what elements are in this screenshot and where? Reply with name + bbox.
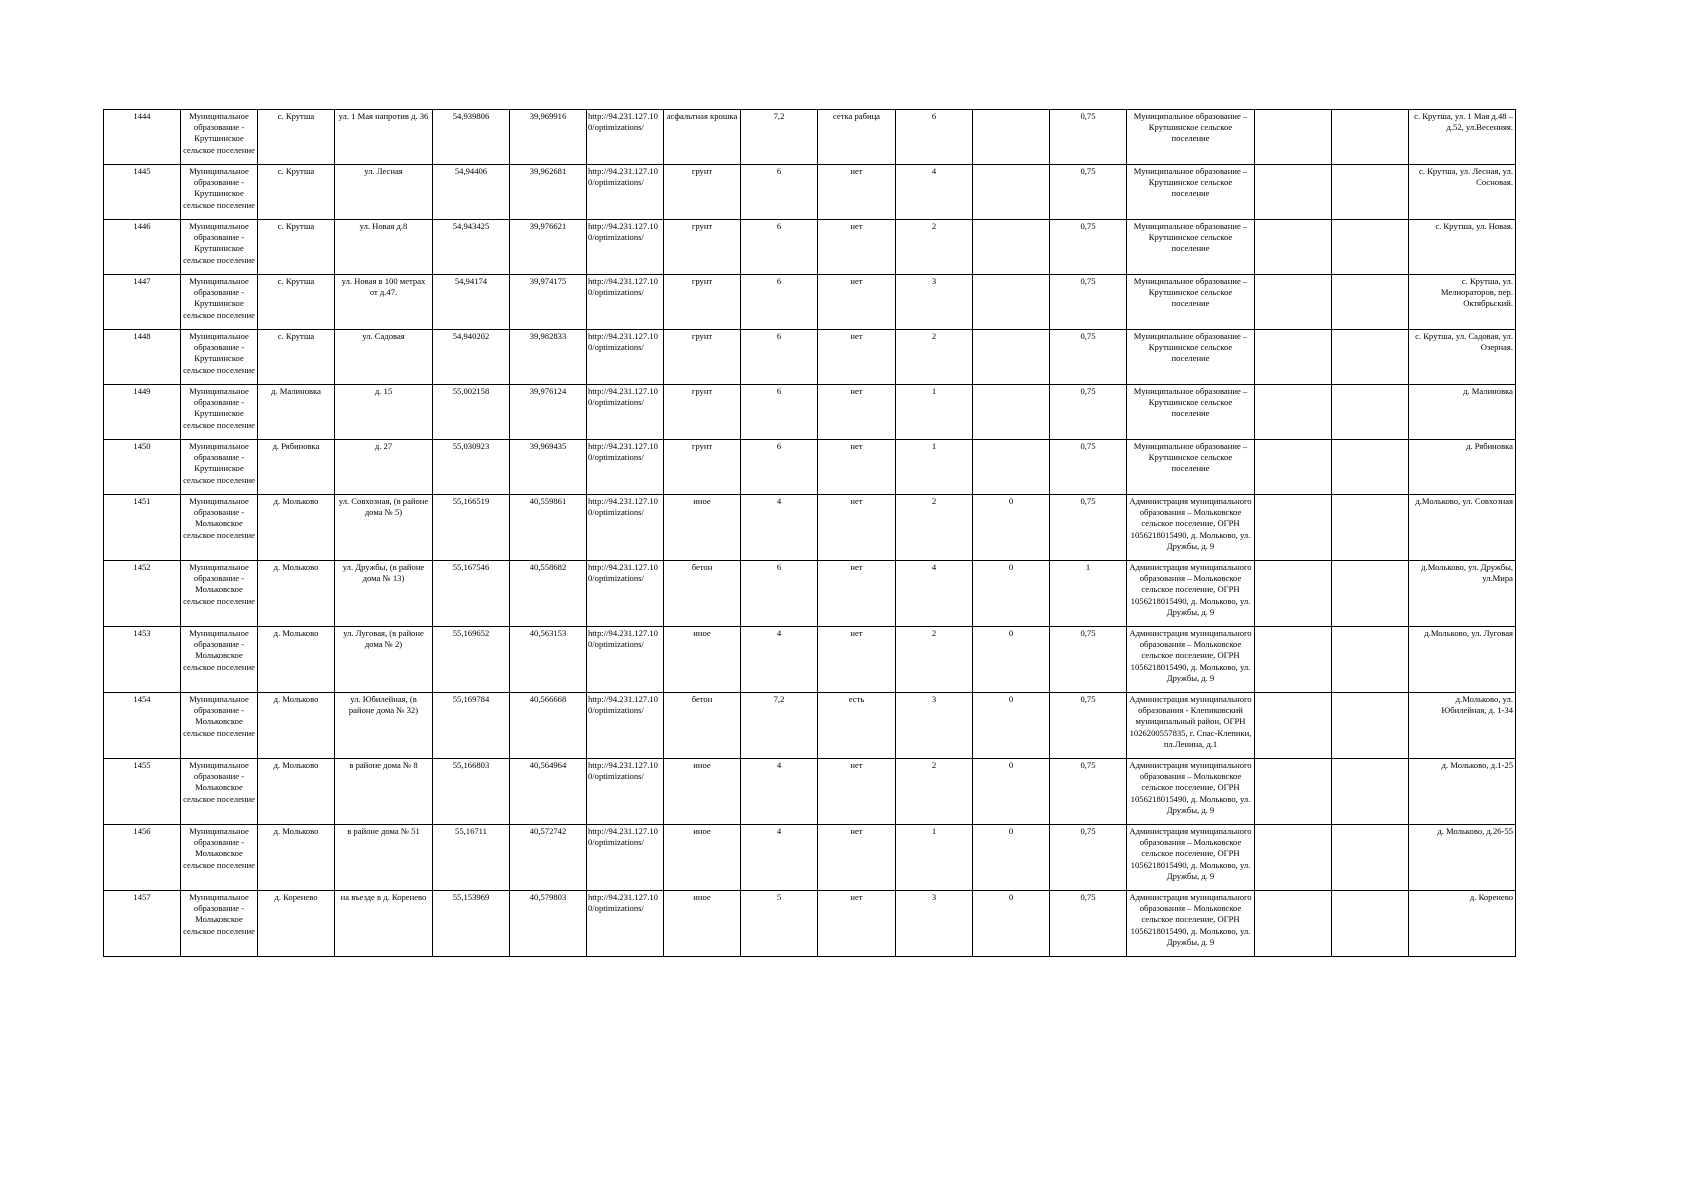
waste-sources-cell: д. Коренево xyxy=(1409,891,1516,957)
surface-cell: иное xyxy=(664,495,741,561)
row-number: 1453 xyxy=(104,627,181,693)
settlement-cell: с. Крутша xyxy=(258,165,335,220)
row-number: 1444 xyxy=(104,110,181,165)
settlement-cell: д. Мольково xyxy=(258,627,335,693)
surface-cell: грунт xyxy=(664,275,741,330)
settlement-cell: д. Мольково xyxy=(258,759,335,825)
empty-cell xyxy=(1255,440,1332,495)
container-count-cell: 2 xyxy=(896,627,973,693)
empty-cell xyxy=(1255,693,1332,759)
area-cell: 6 xyxy=(741,440,818,495)
address-cell: на въезде в д. Коренево xyxy=(335,891,433,957)
surface-cell: асфальтная крошка xyxy=(664,110,741,165)
area-cell: 4 xyxy=(741,825,818,891)
waste-sources-cell: с. Крутша, ул. 1 Мая д.48 – д.52, ул.Весенняя. xyxy=(1409,110,1516,165)
map-link-cell[interactable]: http://94.231.127.10 0/optimizations/ xyxy=(587,627,664,693)
waste-sources-cell: с. Крутша, ул. Новая. xyxy=(1409,220,1516,275)
surface-cell: грунт xyxy=(664,220,741,275)
surface-cell: иное xyxy=(664,759,741,825)
empty-cell xyxy=(1255,495,1332,561)
fence-cell: нет xyxy=(818,495,896,561)
owner-cell: Администрация муниципального образования - Клепиковский муниципальный район, ОГРН 1026200557835, г. Спас-Клепики, пл.Ленина, д.1 xyxy=(1127,693,1255,759)
latitude-cell: 55,153969 xyxy=(433,891,510,957)
map-link-cell[interactable]: http://94.231.127.10 0/optimizations/ xyxy=(587,495,664,561)
map-link-cell[interactable]: http://94.231.127.10 0/optimizations/ xyxy=(587,110,664,165)
row-number: 1457 xyxy=(104,891,181,957)
table-row xyxy=(104,825,1516,891)
longitude-cell: 40,559861 xyxy=(510,495,587,561)
area-cell: 7,2 xyxy=(741,693,818,759)
map-link-cell[interactable]: http://94.231.127.10 0/optimizations/ xyxy=(587,275,664,330)
table-row xyxy=(104,385,1516,440)
area-cell: 7,2 xyxy=(741,110,818,165)
waste-sources-cell: д.Мольково, ул. Юбилейная, д. 1-34 xyxy=(1409,693,1516,759)
owner-cell: Администрация муниципального образования – Мольковское сельское поселение, ОГРН 1056218015490, д. Мольково, ул. Дружбы, д. 9 xyxy=(1127,495,1255,561)
municipality-cell: Муниципальное образование - Крутшинское сельское поселение xyxy=(181,110,258,165)
container-count-cell: 1 xyxy=(896,385,973,440)
surface-cell: грунт xyxy=(664,165,741,220)
row-number: 1456 xyxy=(104,825,181,891)
address-cell: ул. Луговая, (в районе дома № 2) xyxy=(335,627,433,693)
area-cell: 4 xyxy=(741,495,818,561)
container-volume-cell: 0,75 xyxy=(1050,825,1127,891)
municipality-cell: Муниципальное образование - Мольковское сельское поселение xyxy=(181,495,258,561)
empty-cell xyxy=(1332,275,1409,330)
table-row xyxy=(104,330,1516,385)
empty-cell: 0 xyxy=(973,627,1050,693)
settlement-cell: д. Мольково xyxy=(258,561,335,627)
latitude-cell: 55,169784 xyxy=(433,693,510,759)
municipality-cell: Муниципальное образование - Мольковское сельское поселение xyxy=(181,627,258,693)
owner-cell: Муниципальное образование – Крутшинское сельское поселение xyxy=(1127,165,1255,220)
container-sites-table xyxy=(103,109,1516,957)
table-row xyxy=(104,275,1516,330)
container-volume-cell: 0,75 xyxy=(1050,165,1127,220)
municipality-cell: Муниципальное образование - Мольковское сельское поселение xyxy=(181,891,258,957)
fence-cell: сетка рабица xyxy=(818,110,896,165)
municipality-cell: Муниципальное образование - Крутшинское сельское поселение xyxy=(181,275,258,330)
container-count-cell: 1 xyxy=(896,825,973,891)
map-link-cell[interactable]: http://94.231.127.10 0/optimizations/ xyxy=(587,759,664,825)
address-cell: ул. 1 Мая напротив д. 36 xyxy=(335,110,433,165)
latitude-cell: 54,94174 xyxy=(433,275,510,330)
settlement-cell: с. Крутша xyxy=(258,220,335,275)
longitude-cell: 40,579803 xyxy=(510,891,587,957)
empty-cell xyxy=(1332,693,1409,759)
area-cell: 6 xyxy=(741,275,818,330)
owner-cell: Муниципальное образование – Крутшинское сельское поселение xyxy=(1127,385,1255,440)
container-volume-cell: 0,75 xyxy=(1050,385,1127,440)
container-volume-cell: 0,75 xyxy=(1050,220,1127,275)
surface-cell: грунт xyxy=(664,440,741,495)
map-link-cell[interactable]: http://94.231.127.10 0/optimizations/ xyxy=(587,165,664,220)
area-cell: 5 xyxy=(741,891,818,957)
table-row xyxy=(104,110,1516,165)
empty-cell xyxy=(1332,825,1409,891)
empty-cell xyxy=(1255,825,1332,891)
map-link-cell[interactable]: http://94.231.127.10 0/optimizations/ xyxy=(587,330,664,385)
latitude-cell: 55,16711 xyxy=(433,825,510,891)
container-count-cell: 2 xyxy=(896,330,973,385)
container-count-cell: 3 xyxy=(896,693,973,759)
owner-cell: Администрация муниципального образования – Мольковское сельское поселение, ОГРН 1056218015490, д. Мольково, ул. Дружбы, д. 9 xyxy=(1127,891,1255,957)
row-number: 1448 xyxy=(104,330,181,385)
longitude-cell: 39,976621 xyxy=(510,220,587,275)
waste-sources-cell: д. Малиновка xyxy=(1409,385,1516,440)
longitude-cell: 39,976124 xyxy=(510,385,587,440)
latitude-cell: 55,166803 xyxy=(433,759,510,825)
longitude-cell: 40,564964 xyxy=(510,759,587,825)
owner-cell: Муниципальное образование – Крутшинское сельское поселение xyxy=(1127,220,1255,275)
waste-sources-cell: с. Крутша, ул. Лесная, ул. Сосновая. xyxy=(1409,165,1516,220)
empty-cell xyxy=(1332,220,1409,275)
municipality-cell: Муниципальное образование - Крутшинское сельское поселение xyxy=(181,440,258,495)
settlement-cell: с. Крутша xyxy=(258,275,335,330)
area-cell: 6 xyxy=(741,385,818,440)
empty-cell xyxy=(973,165,1050,220)
settlement-cell: д. Мольково xyxy=(258,495,335,561)
container-volume-cell: 0,75 xyxy=(1050,330,1127,385)
container-volume-cell: 0,75 xyxy=(1050,693,1127,759)
table-row xyxy=(104,165,1516,220)
municipality-cell: Муниципальное образование - Мольковское сельское поселение xyxy=(181,759,258,825)
longitude-cell: 39,969435 xyxy=(510,440,587,495)
empty-cell: 0 xyxy=(973,825,1050,891)
settlement-cell: с. Крутша xyxy=(258,330,335,385)
municipality-cell: Муниципальное образование - Мольковское сельское поселение xyxy=(181,825,258,891)
empty-cell xyxy=(1255,275,1332,330)
container-volume-cell: 0,75 xyxy=(1050,627,1127,693)
empty-cell xyxy=(1255,385,1332,440)
row-number: 1455 xyxy=(104,759,181,825)
empty-cell xyxy=(1332,495,1409,561)
container-volume-cell: 0,75 xyxy=(1050,275,1127,330)
container-volume-cell: 1 xyxy=(1050,561,1127,627)
row-number: 1452 xyxy=(104,561,181,627)
waste-sources-cell: д. Мольково, д.1-25 xyxy=(1409,759,1516,825)
owner-cell: Муниципальное образование – Крутшинское сельское поселение xyxy=(1127,440,1255,495)
map-link-cell[interactable]: http://94.231.127.10 0/optimizations/ xyxy=(587,561,664,627)
empty-cell xyxy=(1332,627,1409,693)
row-number: 1447 xyxy=(104,275,181,330)
owner-cell: Администрация муниципального образования – Мольковское сельское поселение, ОГРН 1056218015490, д. Мольково, ул. Дружбы, д. 9 xyxy=(1127,561,1255,627)
longitude-cell: 40,572742 xyxy=(510,825,587,891)
area-cell: 4 xyxy=(741,759,818,825)
table-row xyxy=(104,220,1516,275)
area-cell: 6 xyxy=(741,330,818,385)
waste-sources-cell: с. Крутша, ул. Садовая, ул. Озерная. xyxy=(1409,330,1516,385)
address-cell: д. 27 xyxy=(335,440,433,495)
latitude-cell: 55,002158 xyxy=(433,385,510,440)
fence-cell: нет xyxy=(818,385,896,440)
empty-cell xyxy=(1255,110,1332,165)
container-volume-cell: 0,75 xyxy=(1050,891,1127,957)
empty-cell: 0 xyxy=(973,693,1050,759)
waste-sources-cell: с. Крутша, ул. Мелиораторов, пер. Октябрьский. xyxy=(1409,275,1516,330)
fence-cell: нет xyxy=(818,759,896,825)
municipality-cell: Муниципальное образование - Крутшинское сельское поселение xyxy=(181,220,258,275)
empty-cell xyxy=(1332,759,1409,825)
surface-cell: бетон xyxy=(664,693,741,759)
table-row xyxy=(104,693,1516,759)
owner-cell: Администрация муниципального образования – Мольковское сельское поселение, ОГРН 1056218015490, д. Мольково, ул. Дружбы, д. 9 xyxy=(1127,825,1255,891)
longitude-cell: 40,558682 xyxy=(510,561,587,627)
map-link-cell[interactable]: http://94.231.127.10 0/optimizations/ xyxy=(587,440,664,495)
map-link-cell[interactable]: http://94.231.127.10 0/optimizations/ xyxy=(587,220,664,275)
row-number: 1449 xyxy=(104,385,181,440)
empty-cell xyxy=(1255,627,1332,693)
longitude-cell: 40,563153 xyxy=(510,627,587,693)
surface-cell: грунт xyxy=(664,330,741,385)
empty-cell xyxy=(1255,561,1332,627)
address-cell: ул. Дружбы, (в районе дома № 13) xyxy=(335,561,433,627)
empty-cell: 0 xyxy=(973,759,1050,825)
container-count-cell: 4 xyxy=(896,561,973,627)
surface-cell: иное xyxy=(664,627,741,693)
empty-cell xyxy=(1255,330,1332,385)
fence-cell: нет xyxy=(818,165,896,220)
owner-cell: Муниципальное образование – Крутшинское сельское поселение xyxy=(1127,275,1255,330)
empty-cell xyxy=(1332,561,1409,627)
owner-cell: Администрация муниципального образования – Мольковское сельское поселение, ОГРН 1056218015490, д. Мольково, ул. Дружбы, д. 9 xyxy=(1127,627,1255,693)
waste-sources-cell: д.Мольково, ул. Совхозная xyxy=(1409,495,1516,561)
area-cell: 6 xyxy=(741,220,818,275)
fence-cell: нет xyxy=(818,220,896,275)
waste-sources-cell: д. Мольково, д.26-55 xyxy=(1409,825,1516,891)
row-number: 1450 xyxy=(104,440,181,495)
longitude-cell: 39,969916 xyxy=(510,110,587,165)
owner-cell: Муниципальное образование – Крутшинское сельское поселение xyxy=(1127,110,1255,165)
empty-cell xyxy=(1255,165,1332,220)
owner-cell: Муниципальное образование – Крутшинское сельское поселение xyxy=(1127,330,1255,385)
fence-cell: нет xyxy=(818,440,896,495)
table-row xyxy=(104,759,1516,825)
address-cell: ул. Юбилейная, (в районе дома № 32) xyxy=(335,693,433,759)
latitude-cell: 55,167546 xyxy=(433,561,510,627)
municipality-cell: Муниципальное образование - Крутшинское сельское поселение xyxy=(181,330,258,385)
address-cell: ул. Лесная xyxy=(335,165,433,220)
empty-cell xyxy=(973,330,1050,385)
longitude-cell: 39,982833 xyxy=(510,330,587,385)
surface-cell: иное xyxy=(664,891,741,957)
municipality-cell: Муниципальное образование - Крутшинское сельское поселение xyxy=(181,165,258,220)
empty-cell: 0 xyxy=(973,891,1050,957)
empty-cell xyxy=(1332,330,1409,385)
settlement-cell: д. Коренево xyxy=(258,891,335,957)
table-body xyxy=(104,110,1516,957)
container-volume-cell: 0,75 xyxy=(1050,495,1127,561)
container-volume-cell: 0,75 xyxy=(1050,110,1127,165)
area-cell: 4 xyxy=(741,627,818,693)
row-number: 1451 xyxy=(104,495,181,561)
fence-cell: нет xyxy=(818,627,896,693)
empty-cell xyxy=(973,220,1050,275)
fence-cell: нет xyxy=(818,330,896,385)
fence-cell: нет xyxy=(818,825,896,891)
address-cell: в районе дома № 8 xyxy=(335,759,433,825)
container-volume-cell: 0,75 xyxy=(1050,440,1127,495)
empty-cell xyxy=(1255,220,1332,275)
longitude-cell: 39,962681 xyxy=(510,165,587,220)
surface-cell: грунт xyxy=(664,385,741,440)
latitude-cell: 54,939806 xyxy=(433,110,510,165)
empty-cell: 0 xyxy=(973,495,1050,561)
table-row xyxy=(104,495,1516,561)
latitude-cell: 54,94406 xyxy=(433,165,510,220)
owner-cell: Администрация муниципального образования – Мольковское сельское поселение, ОГРН 1056218015490, д. Мольково, ул. Дружбы, д. 9 xyxy=(1127,759,1255,825)
settlement-cell: д. Малиновка xyxy=(258,385,335,440)
container-count-cell: 4 xyxy=(896,165,973,220)
row-number: 1454 xyxy=(104,693,181,759)
table-row xyxy=(104,891,1516,957)
empty-cell: 0 xyxy=(973,561,1050,627)
container-count-cell: 2 xyxy=(896,495,973,561)
empty-cell xyxy=(973,385,1050,440)
settlement-cell: с. Крутша xyxy=(258,110,335,165)
row-number: 1445 xyxy=(104,165,181,220)
address-cell: ул. Совхозная, (в районе дома № 5) xyxy=(335,495,433,561)
settlement-cell: д. Мольково xyxy=(258,693,335,759)
area-cell: 6 xyxy=(741,561,818,627)
waste-sources-cell: д.Мольково, ул. Луговая xyxy=(1409,627,1516,693)
container-count-cell: 2 xyxy=(896,759,973,825)
fence-cell: есть xyxy=(818,693,896,759)
empty-cell xyxy=(1332,891,1409,957)
empty-cell xyxy=(1255,891,1332,957)
latitude-cell: 55,030923 xyxy=(433,440,510,495)
waste-sources-cell: д.Мольково, ул. Дружбы, ул.Мира xyxy=(1409,561,1516,627)
container-count-cell: 3 xyxy=(896,891,973,957)
empty-cell xyxy=(1332,440,1409,495)
latitude-cell: 54,940202 xyxy=(433,330,510,385)
row-number: 1446 xyxy=(104,220,181,275)
container-count-cell: 1 xyxy=(896,440,973,495)
map-link-cell[interactable]: http://94.231.127.10 0/optimizations/ xyxy=(587,385,664,440)
address-cell: ул. Садовая xyxy=(335,330,433,385)
surface-cell: иное xyxy=(664,825,741,891)
municipality-cell: Муниципальное образование - Крутшинское сельское поселение xyxy=(181,385,258,440)
fence-cell: нет xyxy=(818,275,896,330)
address-cell: в районе дома № 51 xyxy=(335,825,433,891)
empty-cell xyxy=(973,110,1050,165)
empty-cell xyxy=(973,440,1050,495)
container-count-cell: 2 xyxy=(896,220,973,275)
table-row xyxy=(104,440,1516,495)
municipality-cell: Муниципальное образование - Мольковское сельское поселение xyxy=(181,693,258,759)
container-count-cell: 6 xyxy=(896,110,973,165)
container-volume-cell: 0,75 xyxy=(1050,759,1127,825)
longitude-cell: 40,566668 xyxy=(510,693,587,759)
map-link-cell[interactable]: http://94.231.127.10 0/optimizations/ xyxy=(587,693,664,759)
settlement-cell: д. Рябиновка xyxy=(258,440,335,495)
latitude-cell: 55,169652 xyxy=(433,627,510,693)
fence-cell: нет xyxy=(818,891,896,957)
address-cell: ул. Новая в 100 метрах от д.47. xyxy=(335,275,433,330)
address-cell: д. 15 xyxy=(335,385,433,440)
area-cell: 6 xyxy=(741,165,818,220)
settlement-cell: д. Мольково xyxy=(258,825,335,891)
container-count-cell: 3 xyxy=(896,275,973,330)
table-row xyxy=(104,561,1516,627)
municipality-cell: Муниципальное образование - Мольковское сельское поселение xyxy=(181,561,258,627)
empty-cell xyxy=(1255,759,1332,825)
empty-cell xyxy=(1332,385,1409,440)
latitude-cell: 55,166519 xyxy=(433,495,510,561)
fence-cell: нет xyxy=(818,561,896,627)
map-link-cell[interactable]: http://94.231.127.10 0/optimizations/ xyxy=(587,891,664,957)
empty-cell xyxy=(1332,110,1409,165)
empty-cell xyxy=(1332,165,1409,220)
empty-cell xyxy=(973,275,1050,330)
latitude-cell: 54,943425 xyxy=(433,220,510,275)
longitude-cell: 39,974175 xyxy=(510,275,587,330)
address-cell: ул. Новая д.8 xyxy=(335,220,433,275)
map-link-cell[interactable]: http://94.231.127.10 0/optimizations/ xyxy=(587,825,664,891)
surface-cell: бетон xyxy=(664,561,741,627)
waste-sources-cell: д. Рябиновка xyxy=(1409,440,1516,495)
table-row xyxy=(104,627,1516,693)
